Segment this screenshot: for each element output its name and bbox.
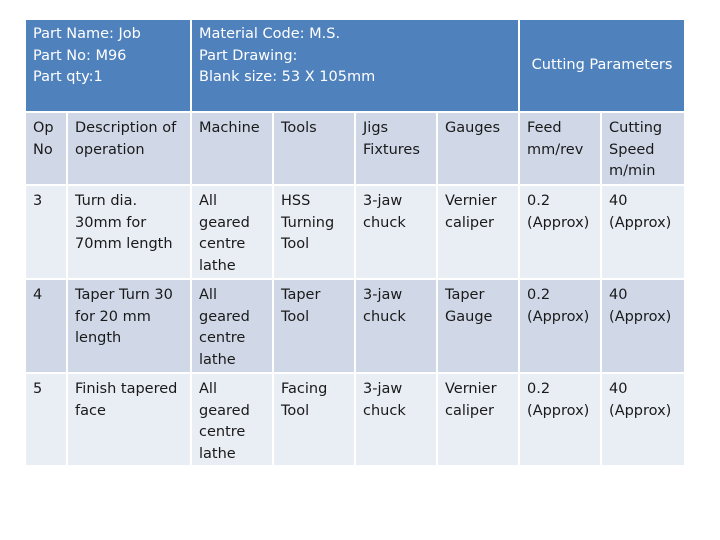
- process-table: [24, 18, 686, 467]
- cell-machine: All geared centre lathe: [191, 185, 273, 279]
- part-info-cell: [25, 19, 191, 112]
- cell-cutting-speed: 40 (Approx): [601, 373, 685, 466]
- cell-cutting-speed: 40 (Approx): [601, 279, 685, 373]
- cell-tools: Taper Tool: [273, 279, 355, 373]
- cell-jigs-fixtures: 3-jaw chuck: [355, 185, 437, 279]
- cell-gauges: Vernier caliper: [437, 373, 519, 466]
- cell-gauges: Vernier caliper: [437, 185, 519, 279]
- cell-tools: HSS Turning Tool: [273, 185, 355, 279]
- col-tools: Tools: [273, 112, 355, 185]
- cell-description: Taper Turn 30 for 20 mm length: [67, 279, 191, 373]
- header-row: [25, 19, 685, 112]
- part-qty: Part qty:1: [33, 69, 103, 85]
- table-row: [25, 373, 685, 466]
- col-feed: Feed mm/rev: [519, 112, 601, 185]
- col-gauges: Gauges: [437, 112, 519, 185]
- blank-size: Blank size: 53 X 105mm: [199, 69, 376, 85]
- material-code: Material Code: M.S.: [199, 26, 341, 42]
- cell-feed: 0.2 (Approx): [519, 185, 601, 279]
- cell-cutting-speed: 40 (Approx): [601, 185, 685, 279]
- cell-feed: 0.2 (Approx): [519, 279, 601, 373]
- cell-machine: All geared centre lathe: [191, 373, 273, 466]
- table-row: [25, 279, 685, 373]
- column-header-row: [25, 112, 685, 185]
- part-drawing: Part Drawing:: [199, 47, 298, 64]
- part-name: Part Name: Job: [33, 26, 141, 42]
- cell-gauges: Taper Gauge: [437, 279, 519, 373]
- cell-machine: All geared centre lathe: [191, 279, 273, 373]
- cell-jigs-fixtures: 3-jaw chuck: [355, 279, 437, 373]
- cell-feed: 0.2 (Approx): [519, 373, 601, 466]
- cell-description: Turn dia. 30mm for 70mm length: [67, 185, 191, 279]
- material-info-cell: [191, 19, 519, 112]
- col-description: Description of operation: [67, 112, 191, 185]
- col-op-no: Op No: [25, 112, 67, 185]
- col-cutting-speed: Cutting Speed m/min: [601, 112, 685, 185]
- col-machine: Machine: [191, 112, 273, 185]
- cell-jigs-fixtures: 3-jaw chuck: [355, 373, 437, 466]
- col-jigs-fixtures: Jigs Fixtures: [355, 112, 437, 185]
- cell-op-no: 3: [25, 185, 67, 279]
- cutting-parameters-header: Cutting Parameters: [519, 19, 685, 112]
- cell-op-no: 4: [25, 279, 67, 373]
- part-no: Part No: M96: [33, 47, 127, 64]
- cell-description: Finish tapered face: [67, 373, 191, 466]
- cell-op-no: 5: [25, 373, 67, 466]
- cell-tools: Facing Tool: [273, 373, 355, 466]
- table-row: [25, 185, 685, 279]
